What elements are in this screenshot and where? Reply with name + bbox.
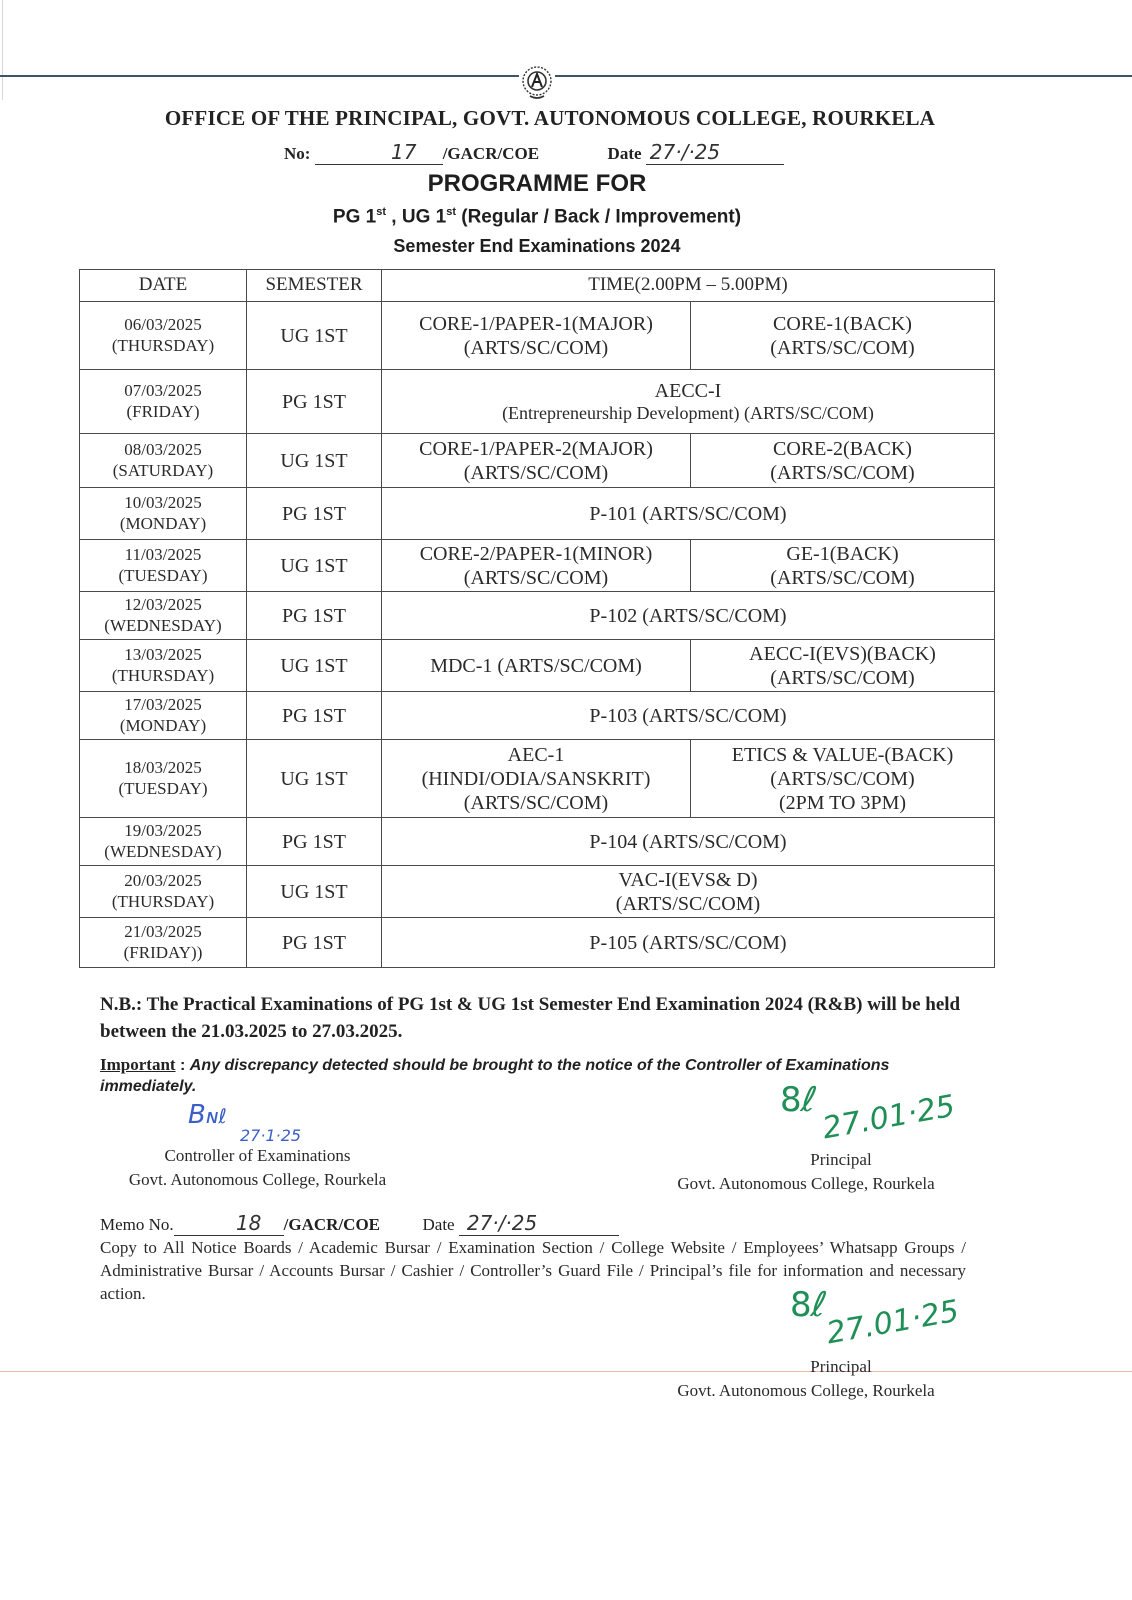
exam-line: (HINDI/ODIA/SANSKRIT) bbox=[421, 767, 651, 790]
cell-semester: PG 1ST bbox=[247, 692, 382, 740]
cell-semester: PG 1ST bbox=[247, 488, 382, 540]
exam-schedule-table bbox=[79, 269, 995, 968]
programme-subtitle bbox=[0, 206, 1074, 228]
page-edge bbox=[2, 0, 3, 100]
exam-line: (ARTS/SC/COM) bbox=[770, 336, 915, 359]
exam-line: GE-1(BACK) bbox=[786, 542, 899, 565]
programme-title: PROGRAMME FOR bbox=[427, 170, 647, 197]
exam-line: MDC-1 (ARTS/SC/COM) bbox=[430, 654, 642, 677]
date-field bbox=[646, 140, 784, 165]
memo-label: Memo No. bbox=[100, 1215, 174, 1234]
exam-day: (THURSDAY) bbox=[111, 335, 215, 355]
practical-exam-note: N.B.: The Practical Examinations of PG 1st & UG 1st Semester End Examination 2024 (R&B) will be held between the 21.03.2025 to 27.03.2025. bbox=[100, 994, 961, 1042]
exam-line: (ARTS/SC/COM) bbox=[615, 892, 761, 915]
exam-line: P-105 (ARTS/SC/COM) bbox=[589, 931, 787, 954]
table-header-row bbox=[80, 270, 995, 302]
cell-exam-regular bbox=[382, 302, 691, 370]
table-row bbox=[80, 434, 995, 488]
cell-date bbox=[80, 640, 247, 692]
exam-day: (TUESDAY) bbox=[118, 778, 208, 798]
cell-exam-combined bbox=[382, 866, 995, 918]
cell-exam-regular bbox=[382, 640, 691, 692]
exam-line: AECC-I bbox=[654, 379, 722, 402]
exam-day: (WEDNESDAY) bbox=[104, 615, 222, 635]
controller-signature: Bɴℓ bbox=[188, 1100, 227, 1130]
principal-signature-1: 8ℓ bbox=[780, 1080, 820, 1120]
exam-line: CORE-1(BACK) bbox=[773, 312, 912, 335]
exam-line: ETICS & VALUE-(BACK) bbox=[731, 743, 954, 766]
cell-exam-back bbox=[691, 740, 995, 818]
table-row bbox=[80, 302, 995, 370]
exam-line: (ARTS/SC/COM) bbox=[463, 336, 609, 359]
exam-date: 11/03/2025 bbox=[124, 545, 202, 565]
table-row bbox=[80, 540, 995, 592]
col-header-date: DATE bbox=[80, 270, 247, 302]
subtitle-pg: PG 1 bbox=[332, 206, 377, 228]
cell-semester: UG 1ST bbox=[247, 866, 382, 918]
exam-line: P-102 (ARTS/SC/COM) bbox=[589, 604, 787, 627]
memo-number-field bbox=[174, 1211, 284, 1236]
cell-semester: PG 1ST bbox=[247, 818, 382, 866]
subtitle-rest: (Regular / Back / Improvement) bbox=[455, 206, 742, 228]
memo-number: 18 bbox=[235, 1211, 262, 1235]
principal-signature-2-date: 27.01·25 bbox=[823, 1293, 962, 1352]
exam-date: 10/03/2025 bbox=[124, 493, 202, 513]
exam-date: 07/03/2025 bbox=[124, 381, 202, 401]
cell-date bbox=[80, 692, 247, 740]
cell-semester: UG 1ST bbox=[247, 540, 382, 592]
exam-day: (SATURDAY) bbox=[112, 460, 214, 480]
cell-date bbox=[80, 370, 247, 434]
cell-semester: PG 1ST bbox=[247, 370, 382, 434]
table-row bbox=[80, 866, 995, 918]
principal-institution-2: Govt. Autonomous College, Rourkela bbox=[677, 1381, 935, 1400]
subtitle-ug-sup: st bbox=[446, 206, 456, 218]
cell-semester: UG 1ST bbox=[247, 740, 382, 818]
cell-date bbox=[80, 540, 247, 592]
cell-exam-back bbox=[691, 434, 995, 488]
memo-line bbox=[100, 1211, 619, 1236]
cell-exam-combined bbox=[382, 918, 995, 968]
cell-semester: UG 1ST bbox=[247, 640, 382, 692]
cell-date bbox=[80, 488, 247, 540]
table-row bbox=[80, 370, 995, 434]
exam-day: (THURSDAY) bbox=[111, 665, 215, 685]
exam-date: 06/03/2025 bbox=[124, 315, 202, 335]
exam-day: (MONDAY) bbox=[119, 513, 207, 533]
exam-date: 08/03/2025 bbox=[124, 440, 202, 460]
cell-date bbox=[80, 818, 247, 866]
principal-signature-2: 8ℓ bbox=[790, 1285, 830, 1325]
exam-line: CORE-2/PAPER-1(MINOR) bbox=[419, 542, 653, 565]
exam-day: (WEDNESDAY) bbox=[104, 841, 222, 861]
ref-suffix: /GACR/COE bbox=[442, 144, 540, 163]
exam-day: (MONDAY) bbox=[119, 715, 207, 735]
table-row bbox=[80, 592, 995, 640]
cell-exam-combined bbox=[382, 692, 995, 740]
controller-signature-block bbox=[100, 1144, 415, 1192]
important-notice bbox=[100, 1054, 960, 1097]
cell-exam-combined bbox=[382, 488, 995, 540]
exam-day: (THURSDAY) bbox=[111, 891, 215, 911]
exam-line: P-101 (ARTS/SC/COM) bbox=[589, 502, 787, 525]
cell-exam-regular bbox=[382, 740, 691, 818]
reference-line bbox=[284, 140, 784, 165]
exam-line: (ARTS/SC/COM) bbox=[770, 767, 915, 790]
controller-signature-date: 27·1·25 bbox=[240, 1126, 302, 1145]
cell-date bbox=[80, 918, 247, 968]
principal-signature-1-date: 27.01·25 bbox=[819, 1088, 958, 1147]
date-label: Date bbox=[607, 144, 642, 163]
principal-signature-block-2 bbox=[650, 1355, 962, 1403]
important-text: Any discrepancy detected should be brought to the notice of the Controller of Examinations immediately. bbox=[100, 1057, 890, 1095]
office-title: OFFICE OF THE PRINCIPAL, GOVT. AUTONOMOUS COLLEGE, ROURKELA bbox=[164, 106, 936, 130]
principal-signature-block-1 bbox=[650, 1148, 962, 1196]
exam-line: (2PM TO 3PM) bbox=[778, 791, 907, 814]
exam-date: 17/03/2025 bbox=[124, 695, 202, 715]
cell-exam-combined bbox=[382, 370, 995, 434]
important-label: Important bbox=[100, 1055, 176, 1074]
exam-line: CORE-1/PAPER-1(MAJOR) bbox=[419, 312, 653, 335]
cell-exam-back bbox=[691, 640, 995, 692]
exam-line: (ARTS/SC/COM) bbox=[463, 461, 609, 484]
cell-semester: UG 1ST bbox=[247, 434, 382, 488]
table-row bbox=[80, 488, 995, 540]
exam-date: 19/03/2025 bbox=[124, 821, 202, 841]
exam-line: (ARTS/SC/COM) bbox=[770, 461, 915, 484]
cell-semester: PG 1ST bbox=[247, 592, 382, 640]
cell-exam-back bbox=[691, 540, 995, 592]
exam-line: (ARTS/SC/COM) bbox=[770, 666, 915, 689]
cell-exam-combined bbox=[382, 818, 995, 866]
exam-line: P-104 (ARTS/SC/COM) bbox=[589, 830, 787, 853]
cell-date bbox=[80, 434, 247, 488]
exam-line: CORE-2(BACK) bbox=[773, 437, 912, 460]
table-row bbox=[80, 740, 995, 818]
exam-line: (ARTS/SC/COM) bbox=[770, 566, 915, 589]
cell-exam-combined bbox=[382, 592, 995, 640]
principal-role-1: Principal bbox=[810, 1150, 872, 1169]
col-header-time: TIME(2.00PM – 5.00PM) bbox=[382, 270, 995, 302]
header-rule bbox=[0, 75, 1132, 77]
college-emblem-icon bbox=[519, 63, 555, 103]
table-row bbox=[80, 818, 995, 866]
cell-exam-regular bbox=[382, 540, 691, 592]
ref-label: No: bbox=[284, 144, 311, 163]
exam-day: (TUESDAY) bbox=[118, 565, 208, 585]
memo-date-label: Date bbox=[422, 1215, 455, 1234]
copy-to-distribution: Copy to All Notice Boards / Academic Bursar / Examination Section / College Website / Employees’ Whatsapp Groups / Administrative Bursar / Accounts Bursar / Cashier / Controller’s Guard File / Principal’s file for information and necessary action. bbox=[100, 1238, 966, 1303]
exam-day: (FRIDAY)) bbox=[123, 942, 203, 962]
ref-number-field bbox=[315, 140, 443, 165]
exam-line: AEC-1 bbox=[507, 743, 565, 766]
subtitle-ug: , UG 1 bbox=[386, 206, 447, 228]
exam-date: 13/03/2025 bbox=[124, 645, 202, 665]
exam-line: AECC-I(EVS)(BACK) bbox=[749, 642, 936, 665]
exam-line: (ARTS/SC/COM) bbox=[463, 566, 609, 589]
table-row bbox=[80, 918, 995, 968]
memo-date-value: 27·/·25 bbox=[466, 1211, 538, 1235]
controller-role: Controller of Examinations bbox=[164, 1146, 351, 1165]
ref-number: 17 bbox=[390, 140, 417, 164]
subtitle-pg-sup: st bbox=[376, 206, 387, 218]
exam-line: (Entrepreneurship Development) (ARTS/SC/COM) bbox=[502, 402, 874, 423]
principal-institution-1: Govt. Autonomous College, Rourkela bbox=[677, 1174, 935, 1193]
table-row bbox=[80, 640, 995, 692]
cell-date bbox=[80, 302, 247, 370]
cell-exam-back bbox=[691, 302, 995, 370]
cell-date bbox=[80, 592, 247, 640]
exam-title: Semester End Examinations 2024 bbox=[393, 236, 681, 256]
cell-exam-regular bbox=[382, 434, 691, 488]
principal-role-2: Principal bbox=[810, 1357, 872, 1376]
exam-date: 20/03/2025 bbox=[124, 871, 202, 891]
exam-line: CORE-1/PAPER-2(MAJOR) bbox=[419, 437, 653, 460]
cell-semester: PG 1ST bbox=[247, 918, 382, 968]
table-row bbox=[80, 692, 995, 740]
cell-date bbox=[80, 866, 247, 918]
memo-date-field bbox=[459, 1211, 619, 1236]
exam-line: P-103 (ARTS/SC/COM) bbox=[589, 704, 787, 727]
controller-institution: Govt. Autonomous College, Rourkela bbox=[128, 1170, 387, 1189]
memo-suffix: /GACR/COE bbox=[283, 1215, 381, 1234]
important-sep: : bbox=[175, 1057, 190, 1074]
exam-day: (FRIDAY) bbox=[126, 401, 200, 421]
col-header-semester: SEMESTER bbox=[247, 270, 382, 302]
exam-date: 18/03/2025 bbox=[124, 758, 202, 778]
footer-rule bbox=[0, 1371, 1132, 1372]
exam-date: 12/03/2025 bbox=[124, 595, 202, 615]
exam-line: VAC-I(EVS& D) bbox=[618, 868, 758, 891]
cell-date bbox=[80, 740, 247, 818]
date-value: 27·/·25 bbox=[649, 140, 721, 164]
exam-date: 21/03/2025 bbox=[124, 922, 202, 942]
cell-semester: UG 1ST bbox=[247, 302, 382, 370]
exam-line: (ARTS/SC/COM) bbox=[463, 791, 609, 814]
